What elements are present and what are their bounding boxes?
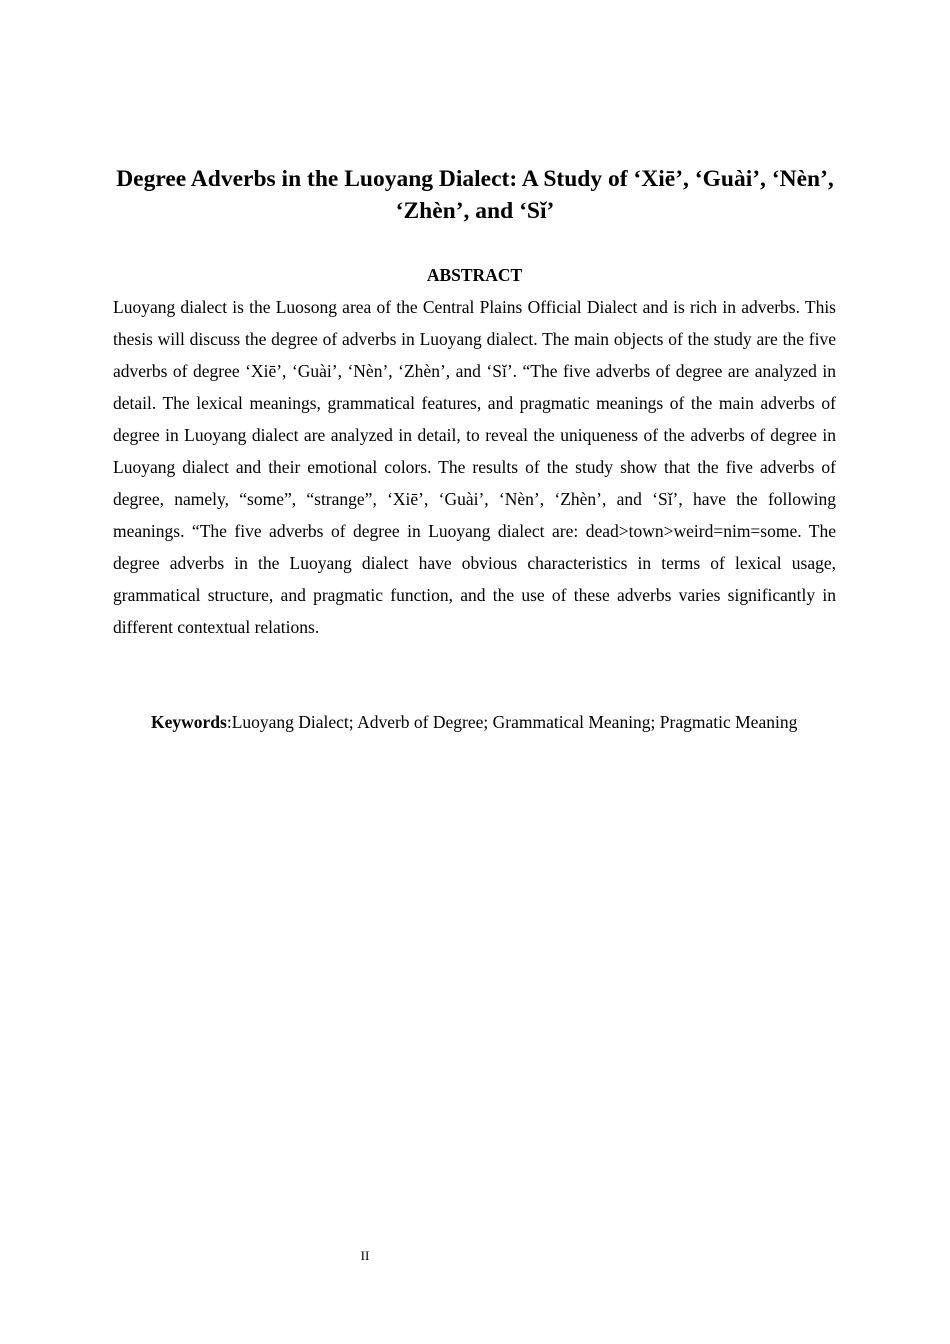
abstract-body: Luoyang dialect is the Luosong area of the Central Plains Official Dialect and is rich in adverbs. This thesis will discuss the degree of adverbs in Luoyang dialect. The main objects of the study are the five adverbs of degree ‘Xiē’, ‘Guài’, ‘Nèn’, ‘Zhèn’, and ‘Sǐ’. “The five adverbs of degree are analyzed in detail. The lexical meanings, grammatical features, and pragmatic meanings of the main adverbs of degree in Luoyang dialect are analyzed in detail, to reveal the uniqueness of the adverbs of degree in Luoyang dialect and their emotional colors. The results of the study show that the five adverbs of degree, namely, “some”, “strange”, ‘Xiē’, ‘Guài’, ‘Nèn’, ‘Zhèn’, and ‘Sǐ’, have the following meanings. “The five adverbs of degree in Luoyang dialect are: dead>town>weird=nim=some. The degree adverbs in the Luoyang dialect have obvious characteristics in terms of lexical usage, grammatical structure, and pragmatic function, and the use of these adverbs varies significantly in different contextual relations. [113, 297, 836, 637]
page-number: II [360, 1248, 370, 1263]
keywords-line [113, 706, 813, 738]
page-title: Degree Adverbs in the Luoyang Dialect: A Study of ‘Xiē’, ‘Guài’, ‘Nèn’, ‘Zhèn’, and ‘Sǐ’ [116, 166, 834, 224]
keywords-label: Keywords [151, 712, 227, 732]
abstract-heading: ABSTRACT [426, 265, 523, 285]
keywords-list: :Luoyang Dialect; Adverb of Degree; Grammatical Meaning; Pragmatic Meaning [226, 712, 798, 732]
